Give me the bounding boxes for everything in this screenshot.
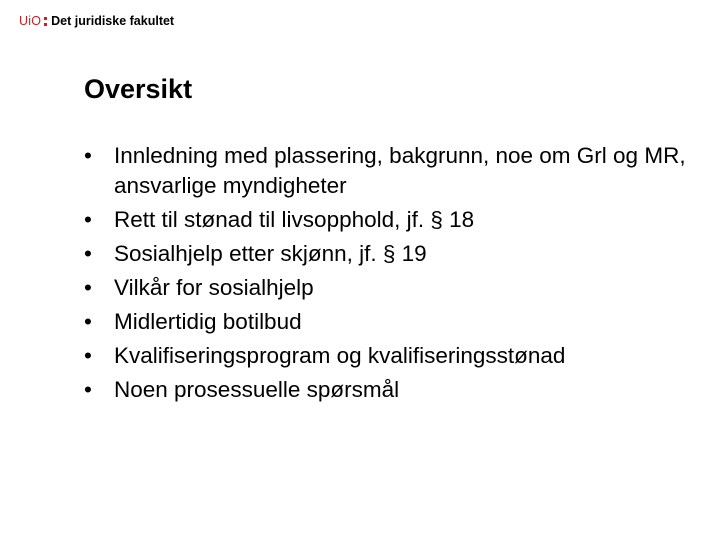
bullet-text: Noen prosessuelle spørsmål: [114, 377, 400, 402]
bullet-text: Vilkår for sosialhjelp: [114, 275, 314, 300]
bullet-list: [84, 141, 704, 409]
bullet-text: Sosialhjelp etter skjønn, jf. § 19: [114, 241, 427, 266]
bullet-dot-icon: •: [84, 377, 92, 402]
logo-separator-icon: [44, 17, 47, 26]
bullet-dot-icon: •: [84, 207, 92, 232]
bullet-item: [84, 141, 704, 201]
bullet-dot-icon: •: [84, 143, 92, 168]
bullet-item: [84, 273, 704, 303]
header-logo: [19, 11, 174, 31]
bullet-item: [84, 307, 704, 337]
uio-logo: UiO: [19, 14, 42, 28]
bullet-item: [84, 375, 704, 405]
bullet-item: [84, 341, 704, 371]
bullet-text: Rett til stønad til livsopphold, jf. § 18: [114, 207, 475, 232]
bullet-dot-icon: •: [84, 343, 92, 368]
bullet-dot-icon: •: [84, 275, 92, 300]
bullet-text: Innledning med plassering, bakgrunn, noe om Grl og MR, ansvarlige myndigheter: [114, 143, 686, 198]
bullet-dot-icon: •: [84, 241, 92, 266]
bullet-item: [84, 205, 704, 235]
bullet-item: [84, 239, 704, 269]
faculty-name: Det juridiske fakultet: [51, 14, 175, 28]
slide-title: Oversikt: [84, 74, 193, 104]
bullet-text: Kvalifiseringsprogram og kvalifiseringsstønad: [114, 343, 566, 368]
bullet-text: Midlertidig botilbud: [114, 309, 302, 334]
bullet-dot-icon: •: [84, 309, 92, 334]
